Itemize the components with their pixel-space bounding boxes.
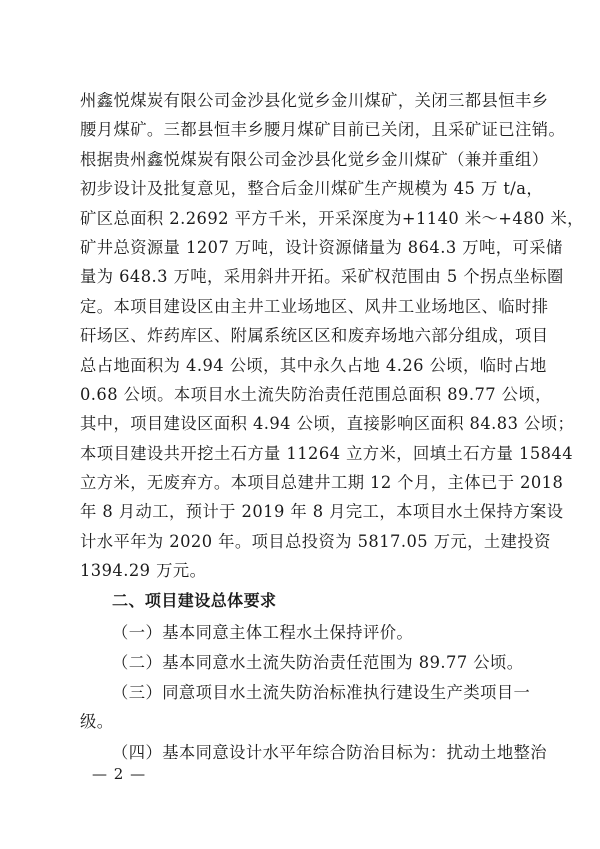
paragraph-line: 矿井总资源量 1207 万吨，设计资源储量为 864.3 万吨，可采储 [80, 237, 563, 257]
paragraph-line: 1394.29 万元。 [80, 561, 207, 581]
requirement-item-2: （二）基本同意水土流失防治责任范围为 89.77 公顷。 [112, 653, 524, 672]
paragraph-line: 初步设计及批复意见，整合后金川煤矿生产规模为 45 万 t/a， [80, 179, 544, 199]
paragraph-line: 0.68 公顷。本项目水土流失防治责任范围总面积 89.77 公顷， [80, 384, 552, 404]
paragraph-line: 定。本项目建设区由主井工业场地区、风井工业场地区、临时排 [80, 296, 549, 316]
requirement-item-3 [80, 678, 531, 737]
body-paragraph [80, 86, 584, 586]
paragraph-line: 其中，项目建设区面积 4.94 公顷，直接影响区面积 84.83 公顷； [80, 414, 575, 434]
requirement-item-1: （一）基本同意主体工程水土保持评价。 [112, 623, 414, 642]
paragraph-line: 州鑫悦煤炭有限公司金沙县化觉乡金川煤矿，关闭三都县恒丰乡 [80, 91, 549, 110]
paragraph-line: 计水平年为 2020 年。项目总投资为 5817.05 万元，土建投资 [80, 531, 551, 551]
paragraph-line: 总占地面积为 4.94 公顷，其中永久占地 4.26 公顷，临时占地 [80, 355, 547, 375]
paragraph-line: 本项目建设共开挖土石方量 11264 立方米，回填土石方量 15844 [80, 443, 574, 463]
requirement-item-4: （四）基本同意设计水平年综合防治目标为：扰动土地整治 [112, 743, 548, 762]
section-heading: 二、项目建设总体要求 [112, 591, 277, 610]
paragraph-line: 量为 648.3 万吨，采用斜井开拓。采矿权范围由 5 个拐点坐标圈 [80, 267, 564, 287]
paragraph-line: 立方米，无废弃方。本项目总建井工期 12 个月，主体已于 2018 [80, 473, 564, 493]
paragraph-line: 矸场区、炸药库区、附属系统区区和废弃场地六部分组成，项目 [80, 326, 549, 346]
paragraph-line: 年 8 月动工，预计于 2019 年 8 月完工，本项目水土保持方案设 [80, 502, 564, 522]
paragraph-line: 矿区总面积 2.2692 平方千米，开采深度为+1140 米～+480 米， [80, 208, 584, 228]
requirement-line: （三）同意项目水土流失防治标准执行建设生产类项目一 [112, 683, 531, 702]
paragraph-line: 根据贵州鑫悦煤炭有限公司金沙县化觉乡金川煤矿（兼并重组） [80, 149, 549, 169]
paragraph-line: 腰月煤矿。三都县恒丰乡腰月煤矿目前已关闭，且采矿证已注销。 [80, 120, 566, 140]
page-number: — 2 — [92, 765, 147, 783]
requirement-line: 级。 [80, 712, 114, 732]
